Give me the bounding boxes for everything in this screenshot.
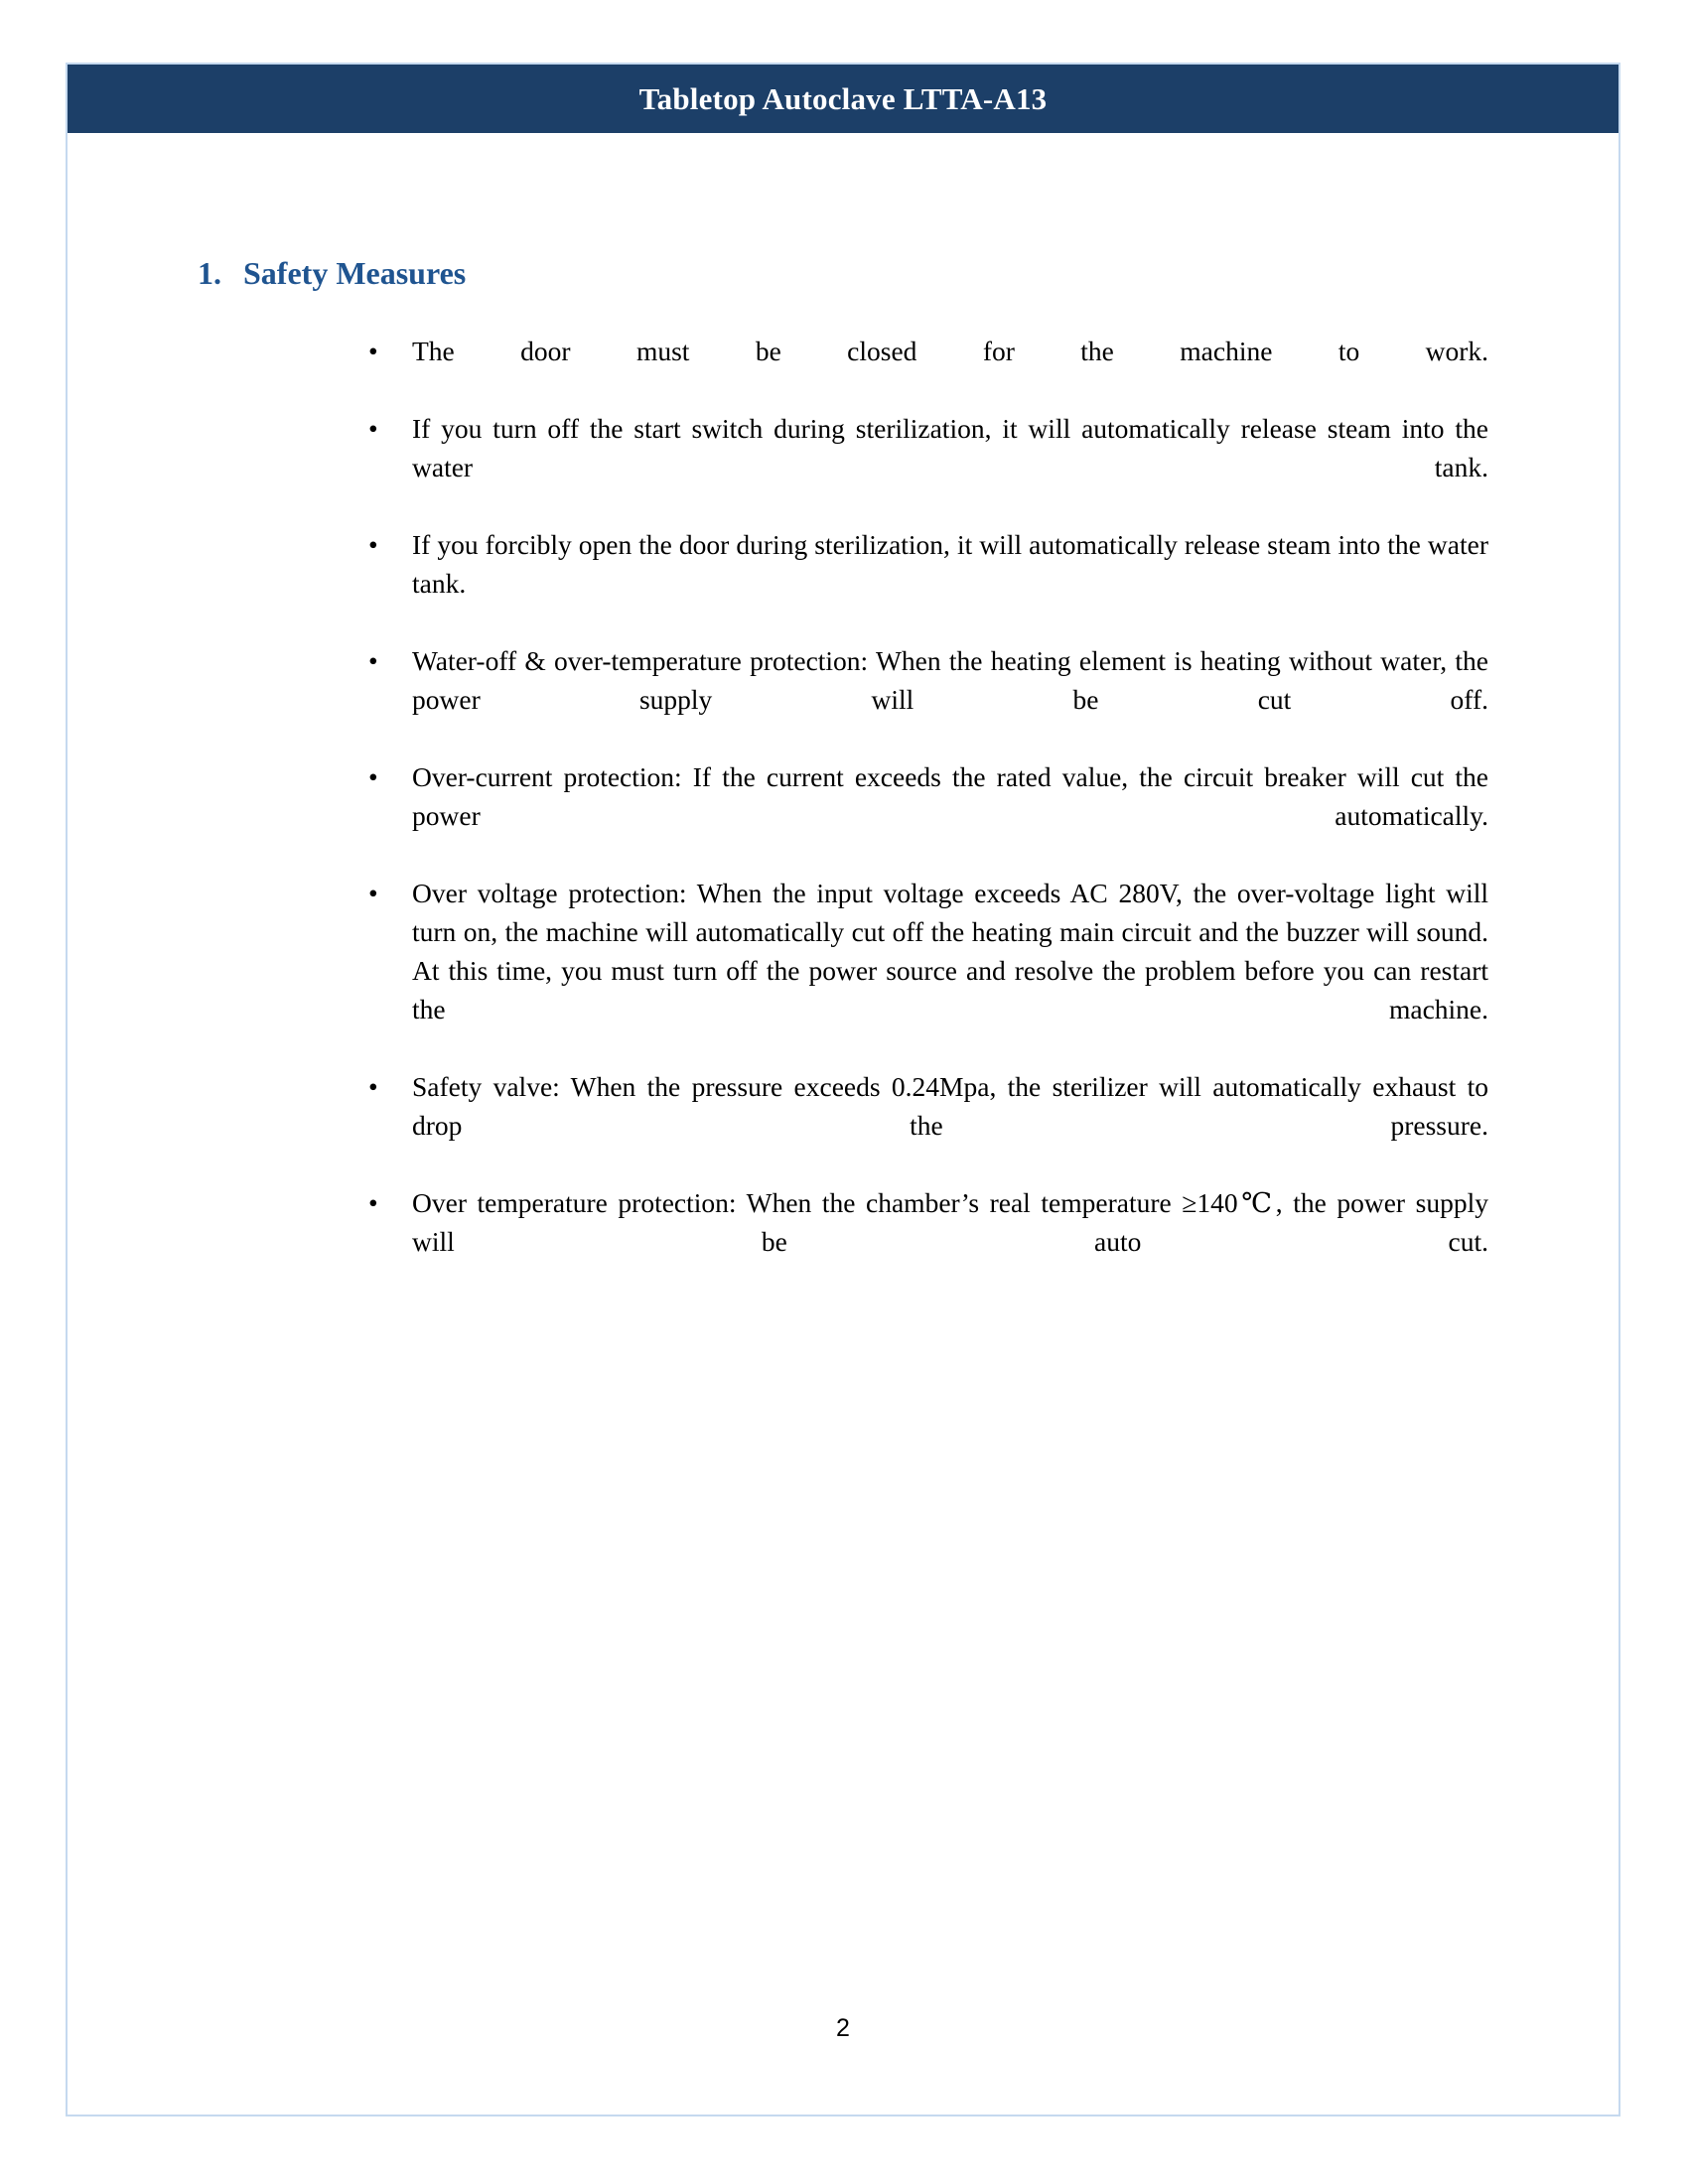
page-number: 2 xyxy=(836,2014,850,2042)
bullet-icon: • xyxy=(368,336,378,366)
safety-measures-list xyxy=(347,332,1488,1299)
page-content xyxy=(68,133,1618,2115)
section-number: 1. xyxy=(198,255,221,291)
document-title: Tabletop Autoclave LTTA-A13 xyxy=(638,81,1048,116)
bullet-icon: • xyxy=(368,1071,378,1102)
list-item-text: Over-current protection: If the current exceeds the rated value, the circuit breaker will cut the power automatically. xyxy=(412,761,1488,831)
bullet-icon: • xyxy=(368,878,378,908)
list-item xyxy=(347,641,1488,757)
document-header-banner xyxy=(68,65,1618,133)
list-item xyxy=(347,874,1488,1067)
bullet-icon: • xyxy=(368,761,378,792)
list-item-text: The door must be closed for the machine to work. xyxy=(412,336,1488,366)
section-heading xyxy=(198,257,466,289)
list-item-text: Over temperature protection: When the chamber’s real temperature ≥140℃, the power supply will be auto cut. xyxy=(412,1187,1488,1257)
section-title: Safety Measures xyxy=(243,255,467,291)
list-item xyxy=(347,1183,1488,1299)
list-item-text: Safety valve: When the pressure exceeds 0.24Mpa, the sterilizer will automatically exhaust to drop the pressure. xyxy=(412,1071,1488,1141)
list-item-text: Water-off & over-temperature protection: When the heating element is heating without water, the power supply will be cut off. xyxy=(412,645,1488,715)
bullet-icon: • xyxy=(368,413,378,444)
list-item xyxy=(347,1067,1488,1183)
list-item xyxy=(347,332,1488,409)
bullet-icon: • xyxy=(368,645,378,676)
bullet-icon: • xyxy=(368,1187,378,1218)
list-item-text: Over voltage protection: When the input voltage exceeds AC 280V, the over-voltage light will turn on, the machine will automatically cut off the heating main circuit and the buzzer will sound. At this time, you must turn off the power source and resolve the problem before you can restart the machine. xyxy=(412,878,1488,1024)
list-item xyxy=(347,757,1488,874)
bullet-icon: • xyxy=(368,529,378,560)
document-page xyxy=(66,63,1620,2116)
list-item-text: If you turn off the start switch during sterilization, it will automatically release steam into the water tank. xyxy=(412,413,1488,482)
list-item xyxy=(347,409,1488,525)
list-item xyxy=(347,525,1488,641)
list-item-text: If you forcibly open the door during sterilization, it will automatically release steam into the water tank. xyxy=(412,529,1488,599)
